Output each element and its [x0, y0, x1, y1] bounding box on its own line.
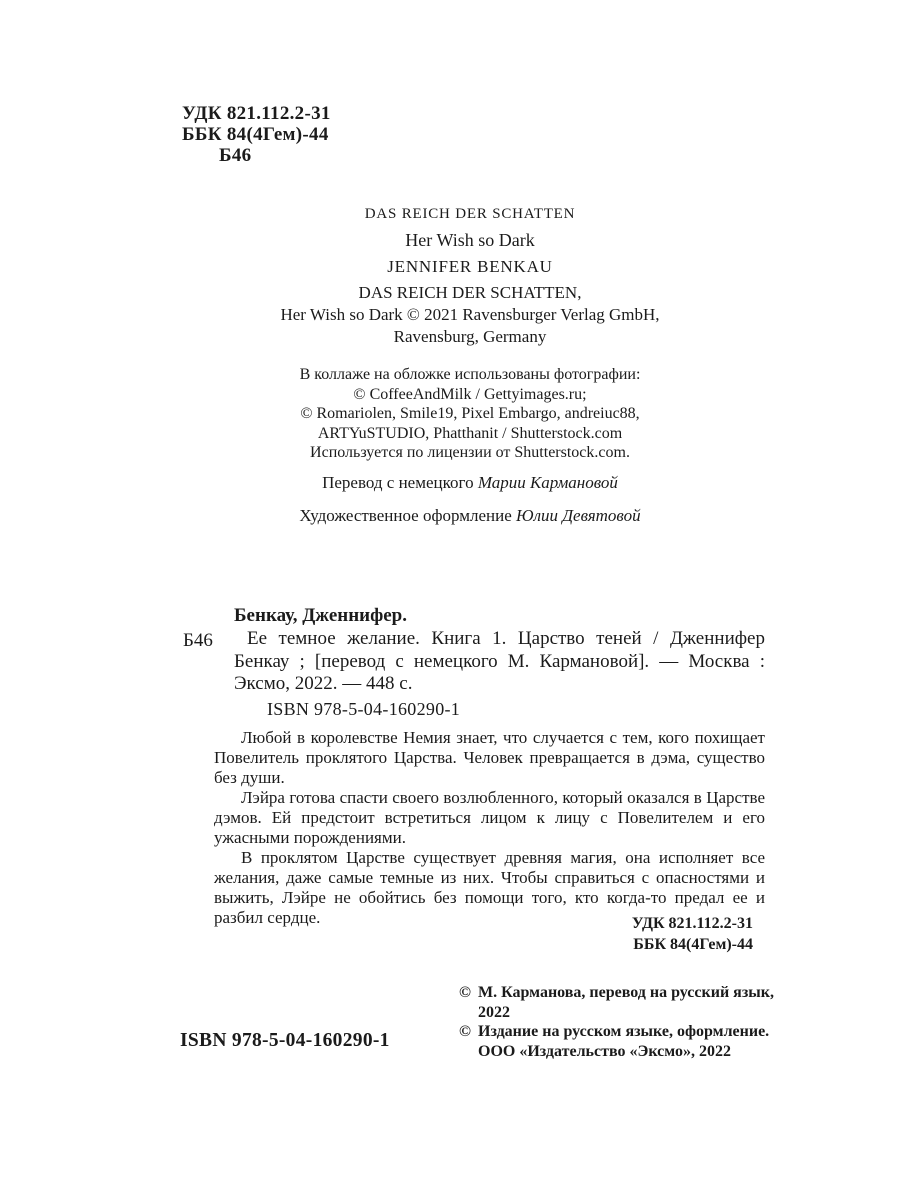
catalog-description: Ее темное желание. Книга 1. Царство теней / Дженнифер Бенкау ; [перевод с немецкого М. Кармановой]. — Москва : Эксмо, 2022. — 448 с.	[234, 628, 765, 694]
author-sign: Б46	[219, 145, 252, 166]
original-copyright-line: Her Wish so Dark © 2021 Ravensburger Verlag GmbH,	[280, 305, 660, 324]
copyright-notice-line: Издание на русском языке, оформление.	[478, 1023, 770, 1040]
designer-name: Юлии Девятовой	[516, 506, 641, 525]
original-author: JENNIFER BENKAU	[387, 257, 553, 276]
copyright-notice-line: 2022	[478, 1003, 510, 1021]
annotation-paragraph: Любой в королевстве Немия знает, что случается с тем, кого похищает Повелитель проклятого Царства. Человек превращается в дэма, существо без души.	[214, 728, 765, 787]
photo-credit-line: © CoffeeAndMilk / Gettyimages.ru;	[353, 385, 587, 403]
catalog-isbn: ISBN 978-5-04-160290-1	[267, 699, 461, 719]
bottom-classification-block	[632, 913, 753, 955]
copyright-symbol: ©	[459, 1023, 471, 1040]
original-copyright-line: Ravensburg, Germany	[393, 327, 547, 346]
top-classification-block	[182, 103, 331, 166]
copyright-notice-line: М. Карманова, перевод на русский язык,	[478, 984, 774, 1001]
annotation-paragraph: Лэйра готова спасти своего возлюбленного, который оказался в Царстве дэмов. Ей предстоит встретиться лицом к лицу с Повелителем и его ужасными порождениями.	[214, 788, 765, 847]
photo-credit-line: ARTYuSTUDIO, Phatthanit / Shutterstock.com	[317, 424, 623, 442]
design-credit-label: Художественное оформление	[299, 506, 512, 525]
photo-credit-line: В коллаже на обложке использованы фотографии:	[299, 366, 641, 383]
translation-credit	[140, 473, 800, 493]
bbk-number: ББК 84(4Гем)-44	[182, 124, 329, 145]
catalog-author-heading: Бенкау, Дженнифер.	[234, 605, 408, 626]
translation-credit-label: Перевод с немецкого	[322, 473, 474, 492]
copyright-symbol: ©	[459, 984, 471, 1001]
udk-number: УДК 821.112.2-31	[182, 103, 331, 124]
copyright-notices-block	[459, 983, 781, 1061]
catalog-author-sign: Б46	[183, 630, 213, 651]
udk-number: УДК 821.112.2-31	[631, 915, 753, 932]
bbk-number: ББК 84(4Гем)-44	[633, 936, 753, 953]
bottom-isbn: ISBN 978-5-04-160290-1	[180, 1030, 390, 1051]
photo-credits-block	[140, 365, 800, 463]
copyright-notice	[459, 1022, 781, 1061]
photo-credit-line: © Romariolen, Smile19, Pixel Embargo, andreiuc88,	[300, 405, 640, 422]
design-credit	[140, 506, 800, 526]
annotation-block	[214, 728, 765, 928]
original-title-block	[140, 201, 800, 280]
copyright-notice	[459, 983, 781, 1022]
annotation-paragraph: В проклятом Царстве существует древняя магия, она исполняет все желания, даже самые темные из них. Чтобы справиться с опасностями и выжить, Лэйре не обойтись без помощи того, кто когда-то предал ее и разбил сердце.	[214, 848, 765, 927]
original-copyright-block	[140, 282, 800, 348]
original-series-title: DAS REICH DER SCHATTEN	[364, 206, 576, 222]
photo-credit-line: Используется по лицензии от Shutterstock.com.	[310, 444, 630, 461]
copyright-notice-line: ООО «Издательство «Эксмо», 2022	[478, 1042, 731, 1060]
translator-name: Марии Кармановой	[477, 473, 618, 492]
original-copyright-line: DAS REICH DER SCHATTEN,	[358, 283, 582, 302]
original-title: Her Wish so Dark	[405, 230, 535, 250]
